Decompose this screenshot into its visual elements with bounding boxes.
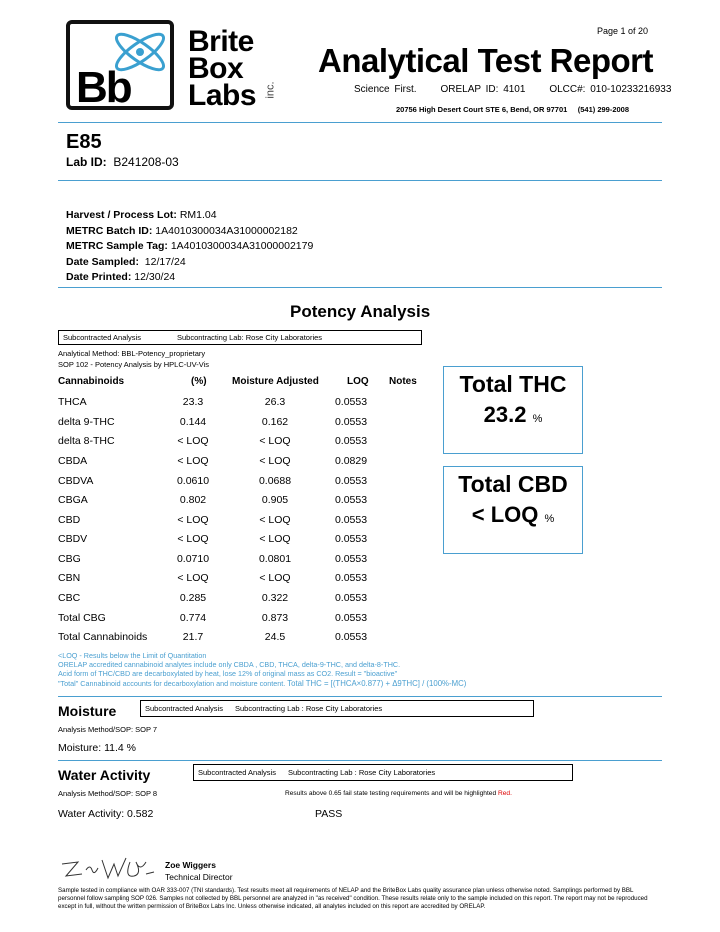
divider bbox=[58, 760, 662, 761]
accreditation-line: Science First. ORELAP ID: 4101 OLCC#: 010-10233216933 bbox=[354, 84, 672, 95]
table-row: Total Cannabinoids 21.7 24.5 0.0553 bbox=[58, 631, 368, 643]
water-threshold-note: Results above 0.65 fail state testing requirements and will be highlighted Red. bbox=[285, 790, 512, 797]
divider bbox=[58, 696, 662, 697]
table-row: CBN < LOQ < LOQ 0.0553 bbox=[58, 572, 368, 584]
water-activity-result: Water Activity: 0.582 bbox=[58, 808, 154, 820]
table-row: CBG 0.0710 0.0801 0.0553 bbox=[58, 553, 368, 565]
potency-title: Potency Analysis bbox=[290, 302, 431, 321]
water-subcontract-box: Subcontracted Analysis Subcontracting Lab : Rose City Laboratories bbox=[193, 764, 573, 781]
water-method: Analysis Method/SOP: SOP 8 bbox=[58, 789, 158, 798]
water-status: PASS bbox=[315, 808, 343, 820]
divider bbox=[58, 287, 662, 288]
total-cbd-box bbox=[443, 466, 583, 554]
table-row: CBDV < LOQ < LOQ 0.0553 bbox=[58, 533, 368, 545]
table-row: CBDVA 0.0610 0.0688 0.0553 bbox=[58, 475, 368, 487]
logo-wordmark: Brite Box Labs bbox=[188, 25, 257, 112]
potency-notes: <LOQ - Results below the Limit of Quantitation ORELAP accredited cannabinoid analytes include only CBDA , CBD, THCA, delta-9-THC, and delta-8-THC. Acid form of THC/CBD are decarboxylated by heat, lose 12% of original mass as CO2. Result = "bioactive" "Total" Cannabinoid accounts for decarboxylation and moisture content. Total THC = [(THCA×0.877) + Δ9THC] / (100%-MC) bbox=[58, 651, 467, 688]
table-row: CBD < LOQ < LOQ 0.0553 bbox=[58, 514, 368, 526]
potency-method: Analytical Method: BBL-Potency_proprietary SOP 102 - Potency Analysis by HPLC-UV-Vis bbox=[58, 349, 210, 369]
total-thc-label: Total THC bbox=[459, 371, 567, 397]
col-notes: Notes bbox=[389, 376, 417, 387]
signature-image bbox=[60, 856, 160, 880]
table-row: Total CBG 0.774 0.873 0.0553 bbox=[58, 612, 368, 624]
total-thc-value: 23.2 % bbox=[483, 402, 543, 427]
sample-name: E85 bbox=[66, 131, 102, 153]
col-cannabinoids: Cannabinoids bbox=[58, 376, 125, 387]
moisture-subcontract-box: Subcontracted Analysis Subcontracting Lab : Rose City Laboratories bbox=[140, 700, 534, 717]
water-activity-title: Water Activity bbox=[58, 767, 151, 783]
footer-disclaimer: Sample tested in compliance with OAR 333-007 (TNI standards). Test results meet all requirements of NELAP and the BriteBox Labs quality assurance plan unless otherwise noted. Samplings performed by BBL personnel follow sampling SOP 026. Samples not collected by BBL personnel are analyzed in "as received" condition. These results relate only to the sample included on this report. The report may not be reproduced except in full, without the written permission of BriteBox Labs Inc. Unless otherwise indicated, all analytes included on this report are accredited by ORELAP. bbox=[58, 887, 648, 910]
lab-address: 20756 High Desert Court STE 6, Bend, OR 97701 (541) 299-2008 bbox=[396, 105, 630, 114]
sample-metadata: Harvest / Process Lot: RM1.04 METRC Batch ID: 1A4010300034A31000002182 METRC Sample Tag: 1A4010300034A31000002179 Date Sampled: 12/17/24 Date Printed: 12/30/24 bbox=[66, 209, 314, 284]
moisture-method: Analysis Method/SOP: SOP 7 bbox=[58, 725, 158, 734]
total-cbd-label: Total CBD bbox=[458, 471, 568, 497]
total-thc-formula: Total THC = [(THCA×0.877) + Δ9THC] / (100%-MC) bbox=[287, 678, 467, 688]
page-number: Page 1 of 20 bbox=[596, 26, 648, 36]
logo-inc: inc. bbox=[264, 81, 277, 99]
moisture-result: Moisture: 11.4 % bbox=[58, 742, 137, 754]
subcontract-box: Subcontracted Analysis Subcontracting Lab: Rose City Laboratories bbox=[58, 330, 422, 345]
col-loq: LOQ bbox=[347, 376, 369, 387]
table-row: CBC 0.285 0.322 0.0553 bbox=[58, 592, 368, 604]
signer: Zoe Wiggers Technical Director bbox=[165, 860, 233, 882]
moisture-title: Moisture bbox=[58, 703, 117, 719]
table-row: CBGA 0.802 0.905 0.0553 bbox=[58, 494, 368, 506]
logo-bb: Bb bbox=[76, 63, 131, 112]
report-title: Analytical Test Report bbox=[318, 42, 653, 79]
table-row: THCA 23.3 26.3 0.0553 bbox=[58, 396, 368, 408]
lab-id: Lab ID: B241208-03 bbox=[66, 155, 179, 169]
table-row: CBDA < LOQ < LOQ 0.0829 bbox=[58, 455, 368, 467]
divider bbox=[58, 122, 662, 123]
col-moisture-adjusted: Moisture Adjusted bbox=[232, 376, 319, 387]
col-percent: (%) bbox=[191, 376, 207, 387]
total-thc-box bbox=[443, 366, 583, 454]
total-cbd-value: < LOQ % bbox=[471, 502, 555, 527]
divider bbox=[58, 180, 662, 181]
table-row: delta 8-THC < LOQ < LOQ 0.0553 bbox=[58, 435, 368, 447]
table-row: delta 9-THC 0.144 0.162 0.0553 bbox=[58, 416, 368, 428]
